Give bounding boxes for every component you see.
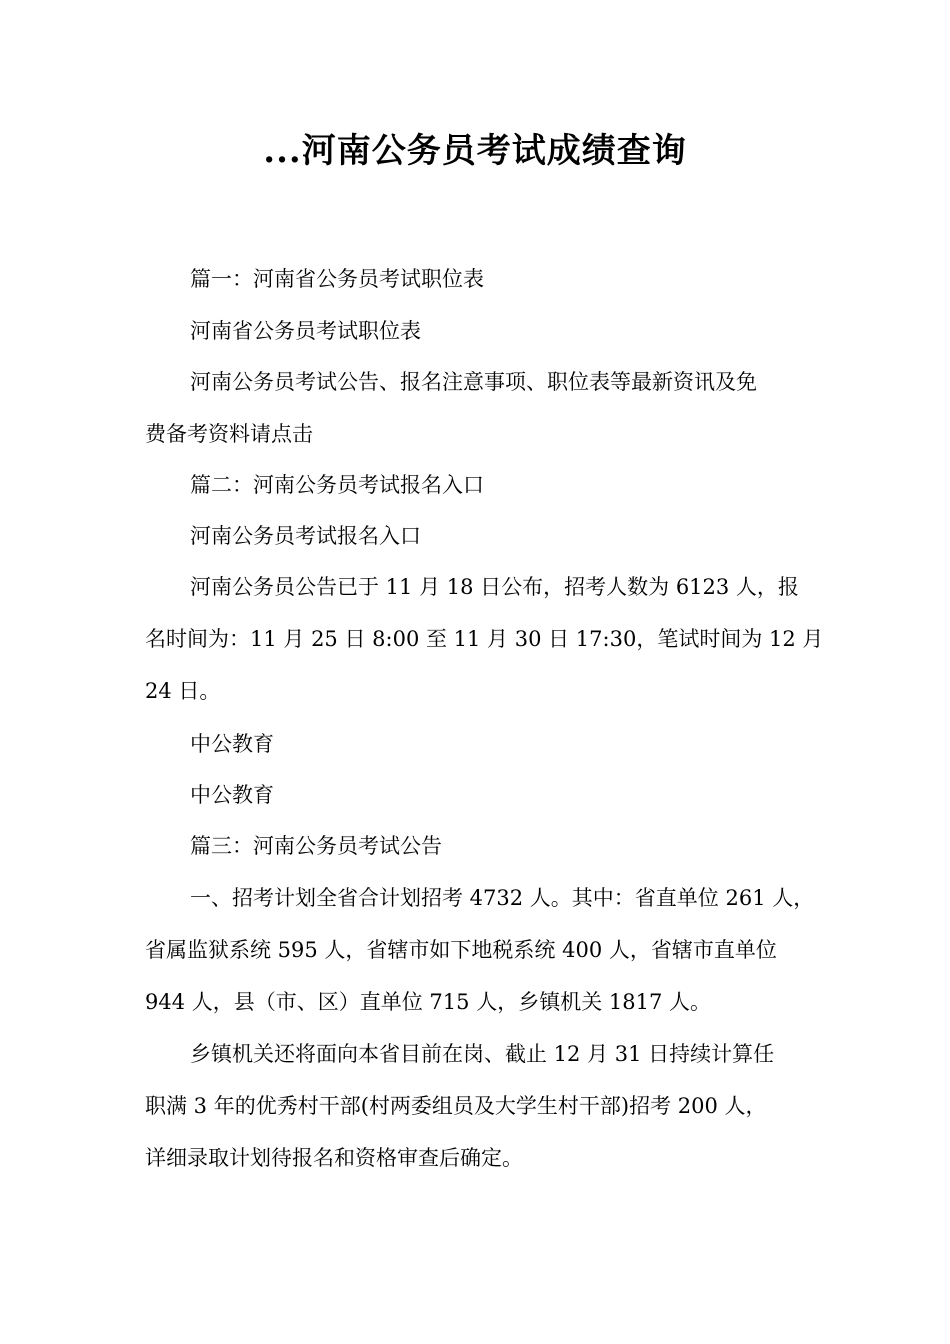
paragraph-line: 篇一：河南省公务员考试职位表 bbox=[190, 267, 484, 291]
paragraph-line: 24 日。 bbox=[145, 679, 221, 703]
paragraph-8 bbox=[145, 769, 835, 821]
paragraph-line: 河南公务员考试公告、报名注意事项、职位表等最新资讯及免 bbox=[190, 370, 757, 394]
paragraph-line: 河南省公务员考试职位表 bbox=[190, 319, 421, 343]
paragraph-line: 河南公务员公告已于 11 月 18 日公布，招考人数为 6123 人，报 bbox=[190, 575, 799, 599]
paragraph-line: 详细录取计划待报名和资格审查后确定。 bbox=[145, 1146, 523, 1170]
paragraph-5 bbox=[145, 510, 835, 562]
paragraph-line: 篇二：河南公务员考试报名入口 bbox=[190, 473, 484, 497]
paragraph-line: 省属监狱系统 595 人，省辖市如下地税系统 400 人，省辖市直单位 bbox=[145, 938, 777, 962]
paragraph-4 bbox=[145, 459, 835, 511]
paragraph-1 bbox=[145, 253, 835, 305]
paragraph-3 bbox=[145, 356, 835, 460]
paragraph-line: 中公教育 bbox=[190, 732, 274, 756]
paragraph-10 bbox=[145, 872, 835, 1028]
paragraph-line: 费备考资料请点击 bbox=[145, 422, 313, 446]
paragraph-line: 中公教育 bbox=[190, 783, 274, 807]
paragraph-line: 一、招考计划全省合计划招考 4732 人。其中：省直单位 261 人， bbox=[190, 886, 815, 910]
paragraph-line: 944 人，县（市、区）直单位 715 人，乡镇机关 1817 人。 bbox=[145, 990, 711, 1014]
document-title: ...河南公务员考试成绩查询 bbox=[263, 131, 687, 171]
paragraph-line: 乡镇机关还将面向本省目前在岗、截止 12 月 31 日持续计算任 bbox=[190, 1042, 775, 1066]
paragraph-line: 河南公务员考试报名入口 bbox=[190, 524, 421, 548]
paragraph-line: 名时间为：11 月 25 日 8:00 至 11 月 30 日 17:30，笔试时间为 12 月 bbox=[145, 627, 824, 651]
paragraph-6 bbox=[145, 561, 835, 717]
paragraph-11 bbox=[145, 1028, 835, 1184]
paragraph-line: 篇三：河南公务员考试公告 bbox=[190, 834, 442, 858]
paragraph-2 bbox=[145, 305, 835, 357]
paragraph-7 bbox=[145, 718, 835, 770]
paragraph-line: 职满 3 年的优秀村干部(村两委组员及大学生村干部)招考 200 人， bbox=[145, 1094, 767, 1118]
paragraph-9 bbox=[145, 820, 835, 872]
